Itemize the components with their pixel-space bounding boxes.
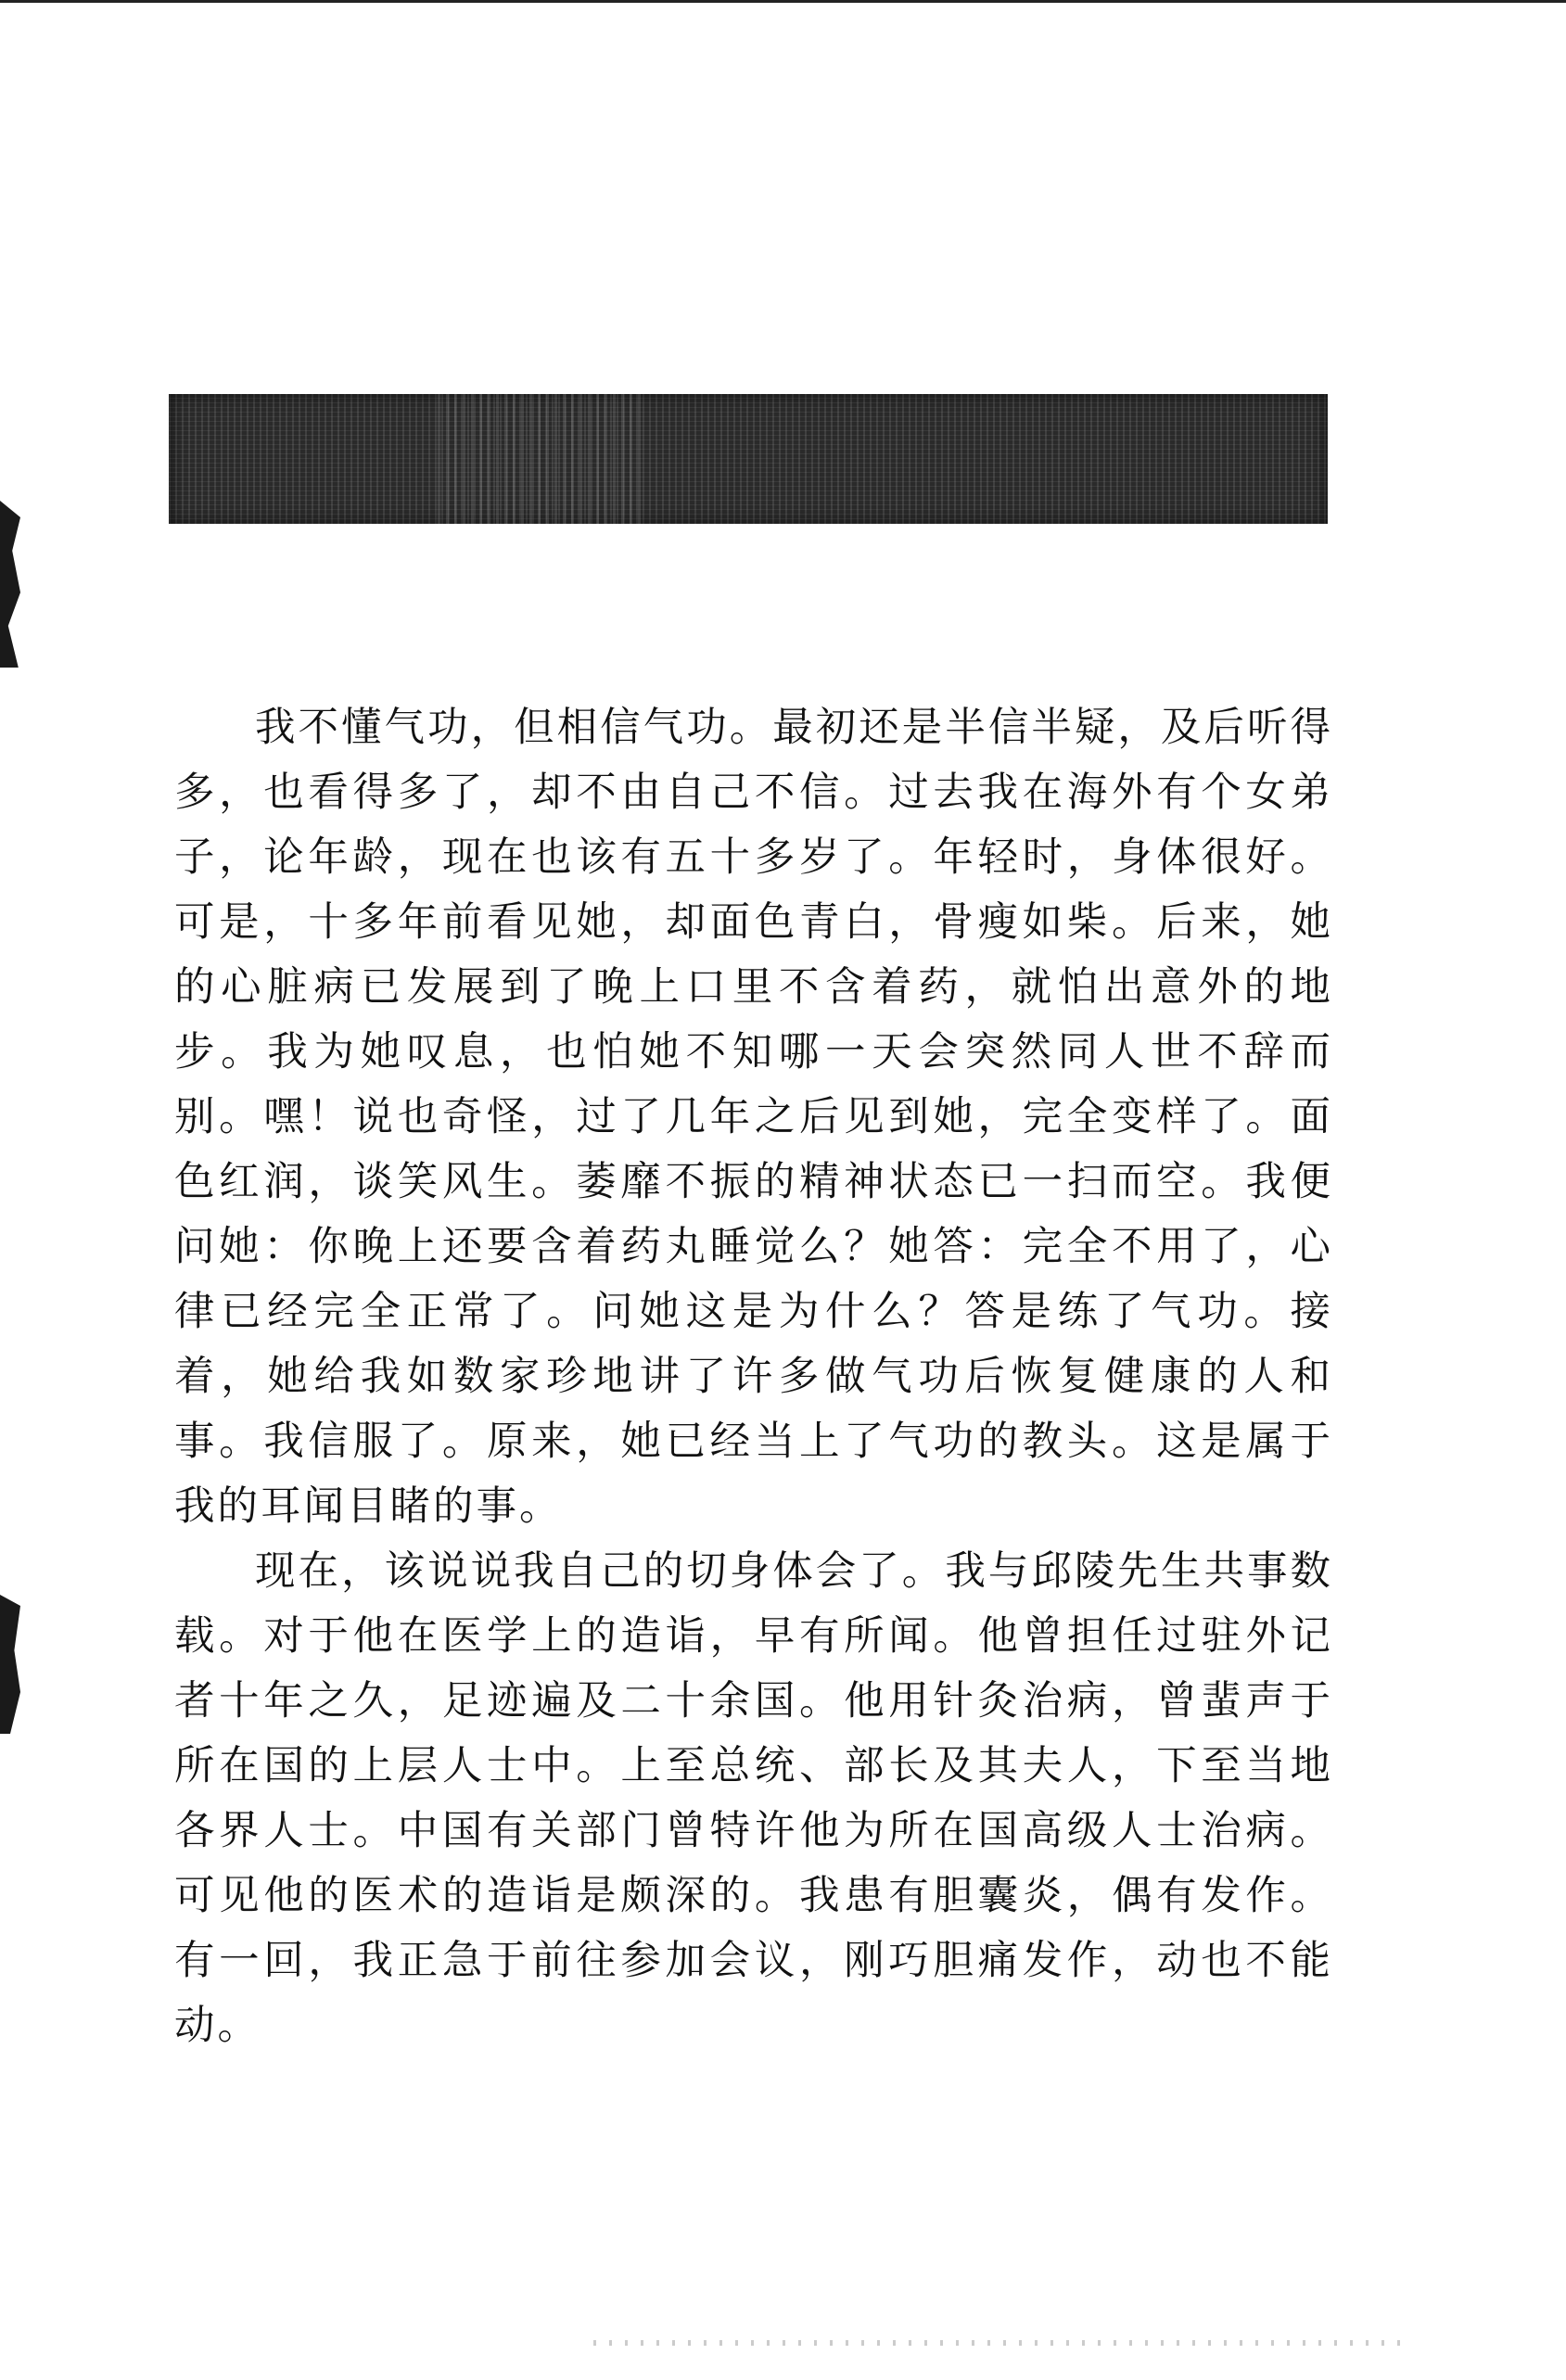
header-decorative-band xyxy=(169,394,1328,524)
left-margin-scan-mark xyxy=(0,1595,20,1734)
paragraph-1: 我不懂气功，但相信气功。最初还是半信半疑，及后听得多，也看得多了，却不由自己不信。过去我在海外有个女弟子，论年龄，现在也该有五十多岁了。年轻时，身体很好。可是，十多年前看见她，却面色青白，骨瘦如柴。后来，她的心脏病已发展到了晚上口里不含着药，就怕出意外的地步。我为她叹息，也怕她不知哪一天会突然同人世不辞而别。嘿！说也奇怪，过了几年之后见到她，完全变样了。面色红润，谈笑风生。萎靡不振的精神状态已一扫而空。我便问她：你晚上还要含着药丸睡觉么？她答：完全不用了，心律已经完全正常了。问她这是为什么？答是练了气功。接着，她给我如数家珍地讲了许多做气功后恢复健康的人和事。我信服了。原来，她已经当上了气功的教头。这是属于我的耳闻目睹的事。 xyxy=(174,705,1333,1530)
paragraph-2: 现在，该说说我自己的切身体会了。我与邱陵先生共事数载。对于他在医学上的造诣，早有所闻。他曾担任过驻外记者十年之久，足迹遍及二十余国。他用针灸治病，曾蜚声于所在国的上层人士中。上至总统、部长及其夫人，下至当地各界人士。中国有关部门曾特许他为所在国高级人士治病。可见他的医术的造诣是颇深的。我患有胆囊炎，偶有发作。有一回，我正急于前往参加会议，刚巧胆痛发作，动也不能动。 xyxy=(174,1548,1333,2049)
body-text xyxy=(174,695,1333,2058)
top-edge-rule xyxy=(0,0,1566,3)
footer-scan-noise xyxy=(593,2340,1409,2346)
left-margin-scan-mark xyxy=(0,501,20,668)
